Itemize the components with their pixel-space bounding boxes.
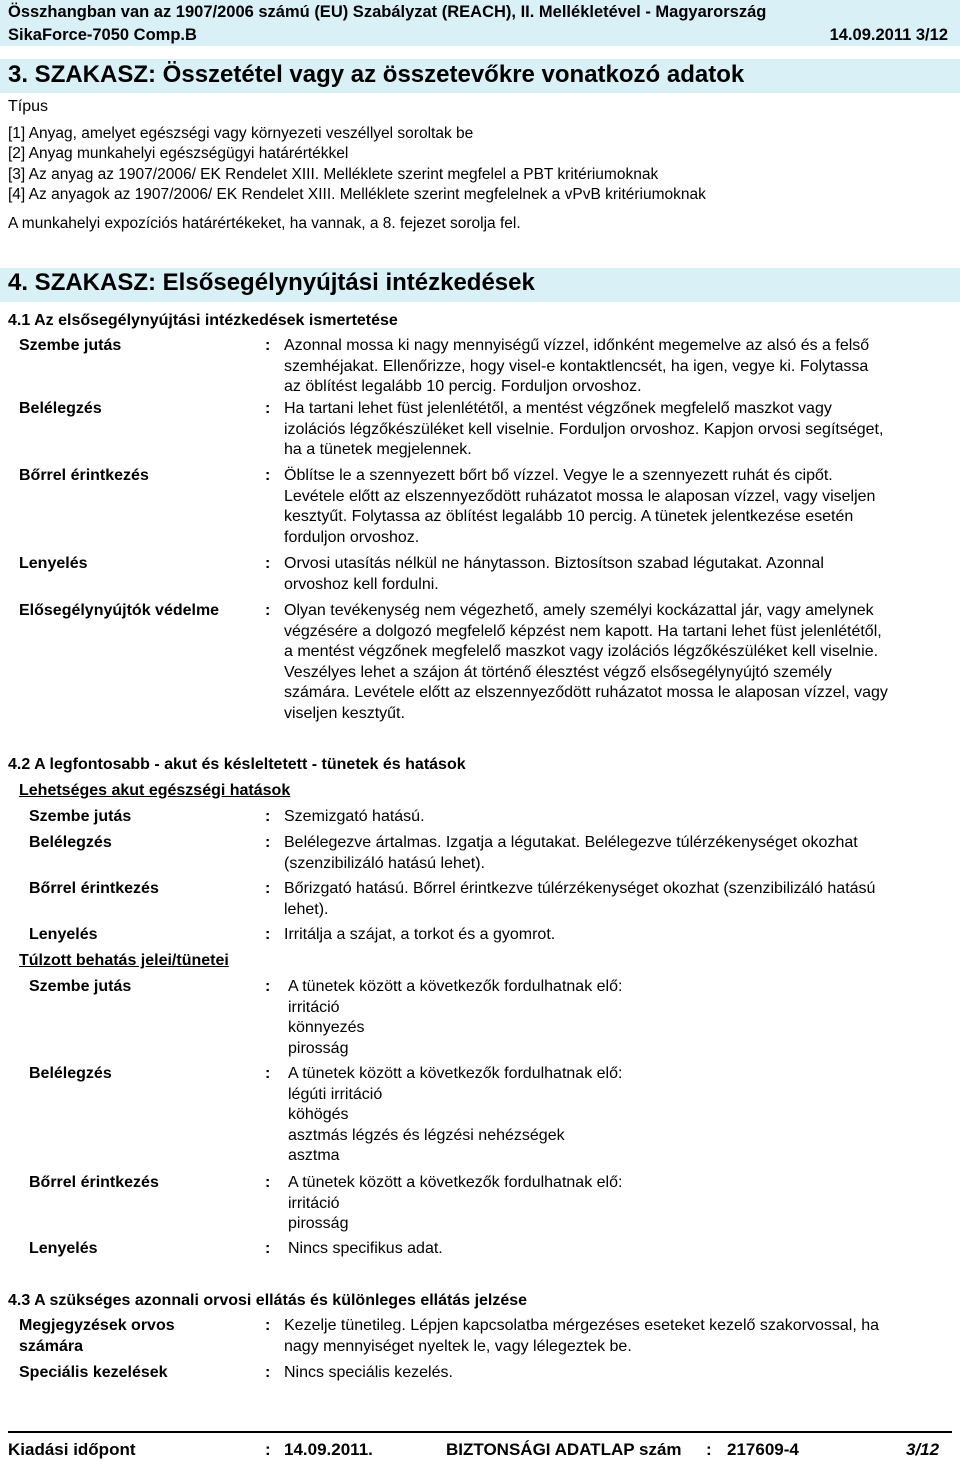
colon: : xyxy=(265,400,271,417)
issue-date: 14.09.2011. xyxy=(284,1440,373,1459)
first-aid-inhalation-label: Belélegzés xyxy=(19,400,102,417)
first-aid-ingestion-label: Lenyelés xyxy=(19,555,88,572)
acute-skin-label: Bőrrel érintkezés xyxy=(29,880,159,897)
acute-ingestion-text: Irritálja a szájat, a torkot és a gyomrot. xyxy=(284,926,556,943)
notes-to-physician-label: Megjegyzések orvos számára xyxy=(19,1317,175,1355)
type-item: [3] Az anyag az 1907/2006/ EK Rendelet XIII. Melléklete szerint megfelel a PBT kritériumoknak xyxy=(8,166,659,183)
acute-inhalation-text: Belélegezve ártalmas. Izgatja a légutakat. Belélegezve túlérzékenységet okozhat (szenzibilizáló hatású lehet). xyxy=(284,834,858,872)
over-skin-label: Bőrrel érintkezés xyxy=(29,1174,159,1191)
section4-heading: 4. SZAKASZ: Elsősegélynyújtási intézkedések xyxy=(8,269,535,296)
first-aid-inhalation-text: Ha tartani lehet füst jelenlététől, a mentést végzőnek megfelelő maszkot vagy izolációs légzőkészüléket kell viselnie. Forduljon orvoshoz. Kapjon orvosi segítséget, ha a tünetek megjelennek. xyxy=(284,400,884,458)
page-number: 3/12 xyxy=(906,1440,940,1459)
notes-to-physician-text: Kezelje tünetileg. Lépjen kapcsolatba mérgezéses eseteket kezelő szakorvossal, ha nagy mennyiséget nyeltek le, vagy lélegeztek be. xyxy=(284,1317,880,1355)
subsection-4-2-title: 4.2 A legfontosabb - akut és késleltetett - tünetek és hatások xyxy=(8,756,466,773)
colon: : xyxy=(265,834,271,851)
first-aid-ingestion-text: Orvosi utasítás nélkül ne hánytasson. Biztosítson szabad légutakat. Azonnal orvoshoz kell fordulni. xyxy=(284,555,824,593)
sds-number: 217609-4 xyxy=(727,1440,799,1459)
colon: : xyxy=(265,1174,271,1191)
colon: : xyxy=(265,880,271,897)
first-aid-skin-text: Öblítse le a szennyezett bőrt bő vízzel. Vegye le a szennyezett ruhát és cipőt. Levétele előtt az elszennyeződött ruházatot mossa le alaposan vízzel, vagy viseljen kesztyűt. Folytassa az öblítést legalább 10 percig. A tünetek jelentkezése esetén forduljon orvoshoz. xyxy=(284,467,876,546)
type-item: [4] Az anyagok az 1907/2006/ EK Rendelet XIII. Melléklete szerint megfelelnek a vPvB kritériumoknak xyxy=(8,186,706,203)
acute-eye-text: Szemizgató hatású. xyxy=(284,808,425,825)
colon: : xyxy=(265,1364,271,1381)
first-aid-skin-label: Bőrrel érintkezés xyxy=(19,467,149,484)
exposure-note: A munkahelyi expozíciós határértékeket, ha vannak, a 8. fejezet sorolja fel. xyxy=(8,215,521,232)
subsection-4-1-title: 4.1 Az elsősegélynyújtási intézkedések ismertetése xyxy=(8,312,398,329)
subsection-4-3-title: 4.3 A szükséges azonnali orvosi ellátás és különleges ellátás jelzése xyxy=(8,1292,528,1309)
over-eye-text: A tünetek között a következők fordulhatnak elő: irritáció könnyezés pirosság xyxy=(288,978,623,1057)
acute-effects-heading: Lehetséges akut egészségi hatások xyxy=(19,782,291,799)
over-inhalation-label: Belélegzés xyxy=(29,1065,112,1082)
type-item: [2] Anyag munkahelyi egészségügyi határértékkel xyxy=(8,145,349,162)
acute-ingestion-label: Lenyelés xyxy=(29,926,98,943)
section3-heading: 3. SZAKASZ: Összetétel vagy az összetevőkre vonatkozó adatok xyxy=(8,61,745,88)
over-ingestion-text: Nincs specifikus adat. xyxy=(288,1240,443,1257)
first-aid-eye-text: Azonnal mossa ki nagy mennyiségű vízzel, időnként megemelve az alsó és a felső szemhéjakat. Ellenőrizze, hogy visel-e kontaktlencsét, ha igen, vegye ki. Folytassa az öblítést legalább 10 percig. Forduljon orvoshoz. xyxy=(284,337,870,395)
over-ingestion-label: Lenyelés xyxy=(29,1240,98,1257)
document-header-product-row xyxy=(0,24,960,46)
colon: : xyxy=(265,926,271,943)
colon: : xyxy=(265,602,271,619)
date-page: 14.09.2011 3/12 xyxy=(829,26,948,44)
first-aider-protection-label: Elősegélynyújtók védelme xyxy=(19,602,220,619)
over-skin-text: A tünetek között a következők fordulhatnak elő: irritáció pirosság xyxy=(288,1174,623,1232)
type-item: [1] Anyag, amelyet egészségi vagy környezeti veszéllyel soroltak be xyxy=(8,125,474,142)
colon: : xyxy=(265,1240,271,1257)
specific-treatments-text: Nincs speciális kezelés. xyxy=(284,1364,453,1381)
acute-eye-label: Szembe jutás xyxy=(29,808,132,825)
issue-date-label: Kiadási időpont xyxy=(8,1440,136,1459)
sds-number-label: BIZTONSÁGI ADATLAP szám xyxy=(446,1440,682,1459)
colon: : xyxy=(265,808,271,825)
acute-skin-text: Bőrizgató hatású. Bőrrel érintkezve túlérzékenységet okozhat (szenzibilizáló hatású lehet). xyxy=(284,880,876,918)
acute-inhalation-label: Belélegzés xyxy=(29,834,112,851)
colon: : xyxy=(265,467,271,484)
colon: : xyxy=(265,978,271,995)
product-name: SikaForce-7050 Comp.B xyxy=(8,26,197,44)
colon: : xyxy=(706,1440,712,1459)
colon: : xyxy=(265,337,271,354)
colon: : xyxy=(265,1317,271,1334)
colon: : xyxy=(265,1440,271,1459)
colon: : xyxy=(265,1065,271,1082)
specific-treatments-label: Speciális kezelések xyxy=(19,1364,168,1381)
type-label: Típus xyxy=(8,98,49,115)
document-header-title: Összhangban van az 1907/2006 számú (EU) Szabályzat (REACH), II. Mellékletével - Magyarország xyxy=(0,0,960,24)
footer-divider xyxy=(8,1431,952,1433)
over-inhalation-text: A tünetek között a következők fordulhatnak elő: légúti irritáció köhögés asztmás légzés és légzési nehézségek asztma xyxy=(288,1065,623,1164)
overexposure-heading: Túlzott behatás jelei/tünetei xyxy=(19,952,229,969)
over-eye-label: Szembe jutás xyxy=(29,978,132,995)
first-aid-eye-label: Szembe jutás xyxy=(19,337,122,354)
colon: : xyxy=(265,555,271,572)
first-aider-protection-text: Olyan tevékenység nem végezhető, amely személyi kockázattal jár, vagy amelynek végzésére a dolgozó megfelelő képzést nem kapott. Ha tartani lehet füst jelenlététől, a mentést végzőnek megfelelő maszkot vagy izolációs légzőkészüléket kell viselnie. Veszélyes lehet a szájon át történő élesztést végző elsősegélynyújtó személy számára. Levétele előtt az elszennyeződött ruházatot mossa le alaposan vízzel, vagy viseljen kesztyűt. xyxy=(284,602,888,722)
